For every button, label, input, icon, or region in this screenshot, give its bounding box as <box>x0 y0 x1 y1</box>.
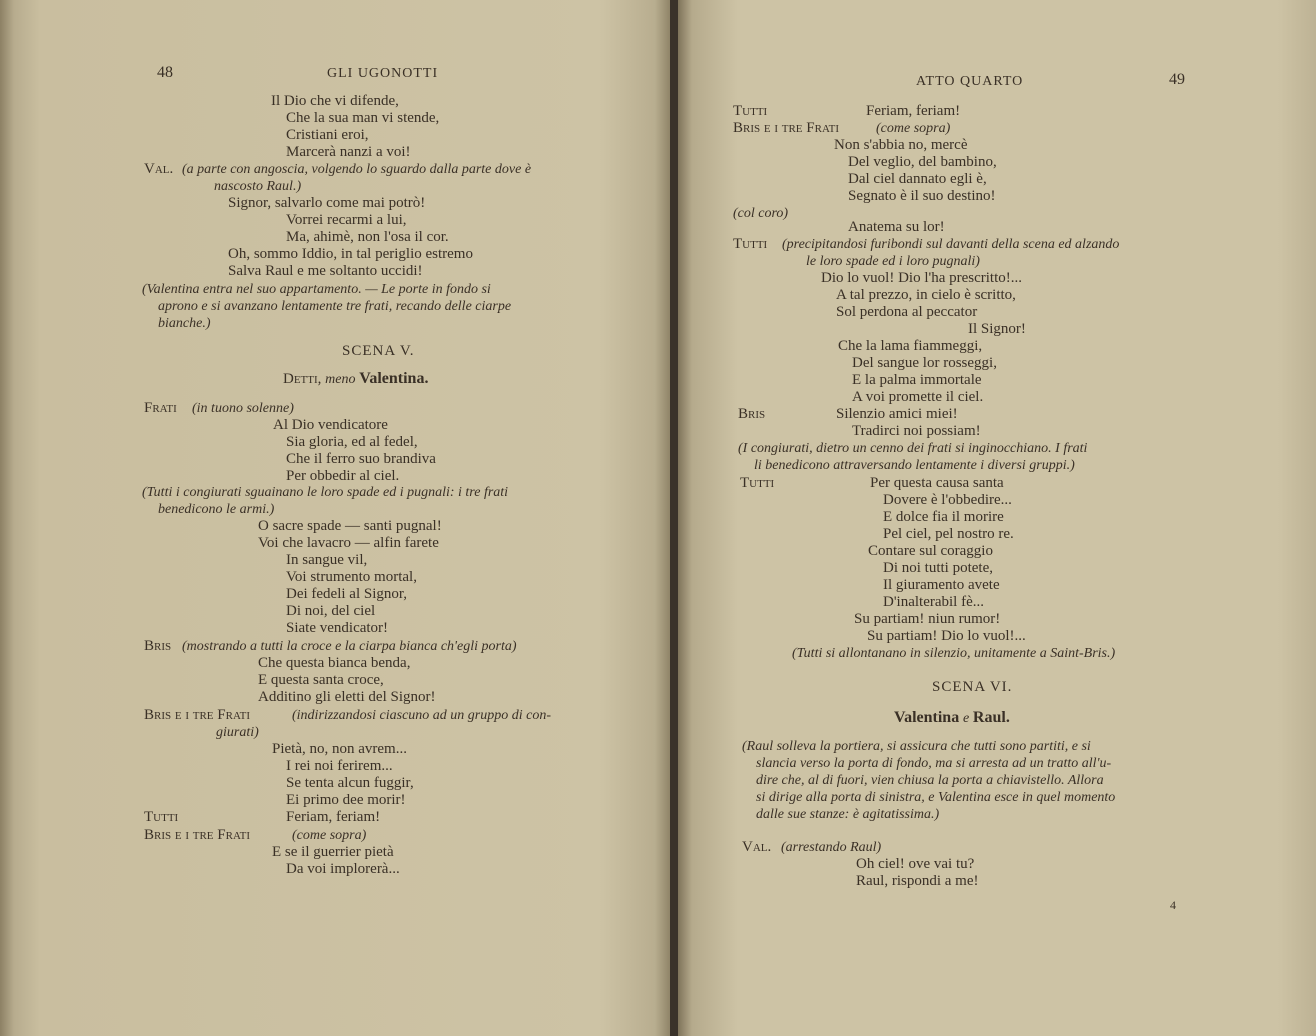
verse-line: Additino gli eletti del Signor! <box>258 689 436 705</box>
verse-line: Dovere è l'obbedire... <box>883 492 1012 508</box>
verse-line: Da voi implorerà... <box>286 861 400 877</box>
verse-line: A voi promette il ciel. <box>852 389 984 405</box>
verse-line: Del veglio, del bambino, <box>848 154 997 170</box>
speaker-name: Bris e i tre Frati <box>733 120 840 136</box>
verse-line: Voi strumento mortal, <box>286 569 417 585</box>
scene-sub-prefix: Detti, <box>283 371 322 387</box>
verse-line: D'inalterabil fè... <box>883 594 984 610</box>
stage-direction: si dirige alla porta di sinistra, e Valentina esce in quel momento <box>756 790 1116 805</box>
stage-direction: (Tutti i congiurati sguainano le loro spade ed i pugnali: i tre frati <box>142 485 509 500</box>
speaker-name: Tutti <box>144 809 179 825</box>
speaker-name: Bris <box>144 638 172 654</box>
verse-line: Che la sua man vi stende, <box>286 110 440 126</box>
verse-line: Pel ciel, pel nostro re. <box>883 526 1014 542</box>
running-title: GLI UGONOTTI <box>327 66 439 81</box>
verse-line: Feriam, feriam! <box>286 809 381 825</box>
verse-line: Salva Raul e me soltanto uccidi! <box>228 263 423 279</box>
stage-direction: dire che, al di fuori, vien chiusa la porta a chiavistello. Allora <box>756 773 1104 788</box>
scene-sub-e: e <box>962 711 970 726</box>
verse-line: Su partiam! niun rumor! <box>854 611 1001 627</box>
verse-line: Vorrei recarmi a lui, <box>286 212 407 228</box>
verse-line: Ma, ahimè, non l'osa il cor. <box>286 229 449 245</box>
stage-direction: (precipitandosi furibondi sul davanti della scena ed alzando <box>782 237 1120 252</box>
verse-line: Feriam, feriam! <box>866 103 961 119</box>
right-page <box>678 0 1316 1036</box>
verse-line: Oh ciel! ove vai tu? <box>856 856 975 872</box>
stage-direction: nascosto Raul.) <box>214 179 302 194</box>
verse-line: E questa santa croce, <box>258 672 384 688</box>
scene-sub-b: Raul. <box>972 709 1010 726</box>
scene-subtitle <box>283 370 428 388</box>
verse-line: Oh, sommo Iddio, in tal periglio estremo <box>228 246 473 262</box>
page-number: 48 <box>157 64 173 81</box>
signature-mark: 4 <box>1170 898 1176 912</box>
stage-direction: bianche.) <box>158 316 211 331</box>
verse-line: Anatema su lor! <box>848 219 945 235</box>
verse-line: Del sangue lor rosseggi, <box>852 355 997 371</box>
scene-sub-a: Valentina <box>894 709 960 726</box>
scene-title: SCENA V. <box>342 343 415 359</box>
verse-line: E dolce fia il morire <box>883 509 1004 525</box>
stage-direction: (come sopra) <box>876 121 951 136</box>
stage-direction: li benedicono attraversando lentamente i diversi gruppi.) <box>754 458 1075 473</box>
scene-title: SCENA VI. <box>932 679 1013 695</box>
stage-direction: (I congiurati, dietro un cenno dei frati si inginocchiano. I frati <box>738 441 1088 456</box>
stage-direction: (a parte con angoscia, volgendo lo sguardo dalla parte dove è <box>182 162 532 177</box>
verse-line: Marcerà nanzi a voi! <box>286 144 411 160</box>
verse-line: Il giuramento avete <box>883 577 1000 593</box>
speaker-name: Tutti <box>740 475 775 491</box>
verse-line: Dio lo vuol! Dio l'ha prescritto!... <box>821 270 1022 286</box>
verse-line: Per obbedir al ciel. <box>286 468 400 484</box>
stage-direction: (come sopra) <box>292 828 367 843</box>
speaker-name: Bris e i tre Frati <box>144 707 251 723</box>
verse-line: Che questa bianca benda, <box>258 655 411 671</box>
stage-direction: aprono e si avanzano lentamente tre frati, recando delle ciarpe <box>158 299 512 314</box>
verse-line: Contare sul coraggio <box>868 543 993 559</box>
speaker-name: Val. <box>742 839 772 855</box>
speaker-name: Bris e i tre Frati <box>144 827 251 843</box>
verse-line: Segnato è il suo destino! <box>848 188 996 204</box>
verse-line: A tal prezzo, in cielo è scritto, <box>836 287 1016 303</box>
verse-line: Dal ciel dannato egli è, <box>848 171 987 187</box>
verse-line: Che il ferro suo brandiva <box>286 451 436 467</box>
speaker-name: Tutti <box>733 103 768 119</box>
verse-line: Di noi tutti potete, <box>883 560 993 576</box>
verse-line: Sol perdona al peccator <box>836 304 978 320</box>
verse-line: I rei noi ferirem... <box>286 758 393 774</box>
stage-direction: benedicono le armi.) <box>158 502 275 517</box>
verse-line: Per questa causa santa <box>870 475 1004 491</box>
verse-line: Raul, rispondi a me! <box>856 873 979 889</box>
verse-line: O sacre spade — santi pugnal! <box>258 518 442 534</box>
verse-line: Signor, salvarlo come mai potrò! <box>228 195 426 211</box>
speaker-name: Tutti <box>733 236 768 252</box>
verse-line: Su partiam! Dio lo vuol!... <box>867 628 1026 644</box>
verse-line: Di noi, del ciel <box>286 603 376 619</box>
verse-line: Il Signor! <box>968 321 1026 337</box>
verse-line: In sangue vil, <box>286 552 368 568</box>
scene-subtitle <box>894 709 1010 727</box>
stage-direction: giurati) <box>216 725 259 740</box>
stage-direction: (Raul solleva la portiera, si assicura che tutti sono partiti, e si <box>742 739 1091 754</box>
stage-direction: (arrestando Raul) <box>781 840 882 855</box>
verse-line: Dei fedeli al Signor, <box>286 586 408 602</box>
stage-direction: (indirizzandosi ciascuno ad un gruppo di con- <box>292 708 551 723</box>
verse-line: Pietà, no, non avrem... <box>272 741 407 757</box>
stage-direction: (Valentina entra nel suo appartamento. — Le porte in fondo si <box>142 282 491 297</box>
verse-line: Se tenta alcun fuggir, <box>286 775 414 791</box>
stage-direction: (col coro) <box>733 206 789 221</box>
stage-direction: slancia verso la porta di fondo, ma si arresta ad un tratto all'u- <box>756 756 1112 771</box>
stage-direction: dalle sue stanze: è agitatissima.) <box>756 807 940 822</box>
verse-line: Che la lama fiammeggi, <box>838 338 983 354</box>
verse-line: Siate vendicator! <box>286 620 389 636</box>
verse-line: Silenzio amici miei! <box>836 406 958 422</box>
stage-direction: le loro spade ed i loro pugnali) <box>806 254 980 269</box>
scene-sub-name: Valentina. <box>359 370 429 387</box>
verse-line: Al Dio vendicatore <box>273 417 388 433</box>
verse-line: Ei primo dee morir! <box>286 792 406 808</box>
speaker-name: Val. <box>144 161 174 177</box>
running-title: ATTO QUARTO <box>916 74 1024 89</box>
verse-line: Non s'abbia no, mercè <box>834 137 968 153</box>
speaker-name: Bris <box>738 406 766 422</box>
stage-direction: (in tuono solenne) <box>192 401 294 416</box>
verse-line: E se il guerrier pietà <box>272 844 394 860</box>
stage-direction: (mostrando a tutti la croce e la ciarpa bianca ch'egli porta) <box>182 639 517 654</box>
page-number: 49 <box>1169 71 1185 88</box>
verse-line: Cristiani eroi, <box>286 127 369 143</box>
verse-line: Il Dio che vi difende, <box>271 93 399 109</box>
speaker-name: Frati <box>144 400 177 416</box>
scene-sub-meno: meno <box>325 372 356 387</box>
verse-line: Sia gloria, ed al fedel, <box>286 434 418 450</box>
verse-line: Tradirci noi possiam! <box>852 423 981 439</box>
stage-direction: (Tutti si allontanano in silenzio, unitamente a Saint-Bris.) <box>792 646 1116 661</box>
verse-line: E la palma immortale <box>852 372 982 388</box>
verse-line: Voi che lavacro — alfin farete <box>258 535 439 551</box>
